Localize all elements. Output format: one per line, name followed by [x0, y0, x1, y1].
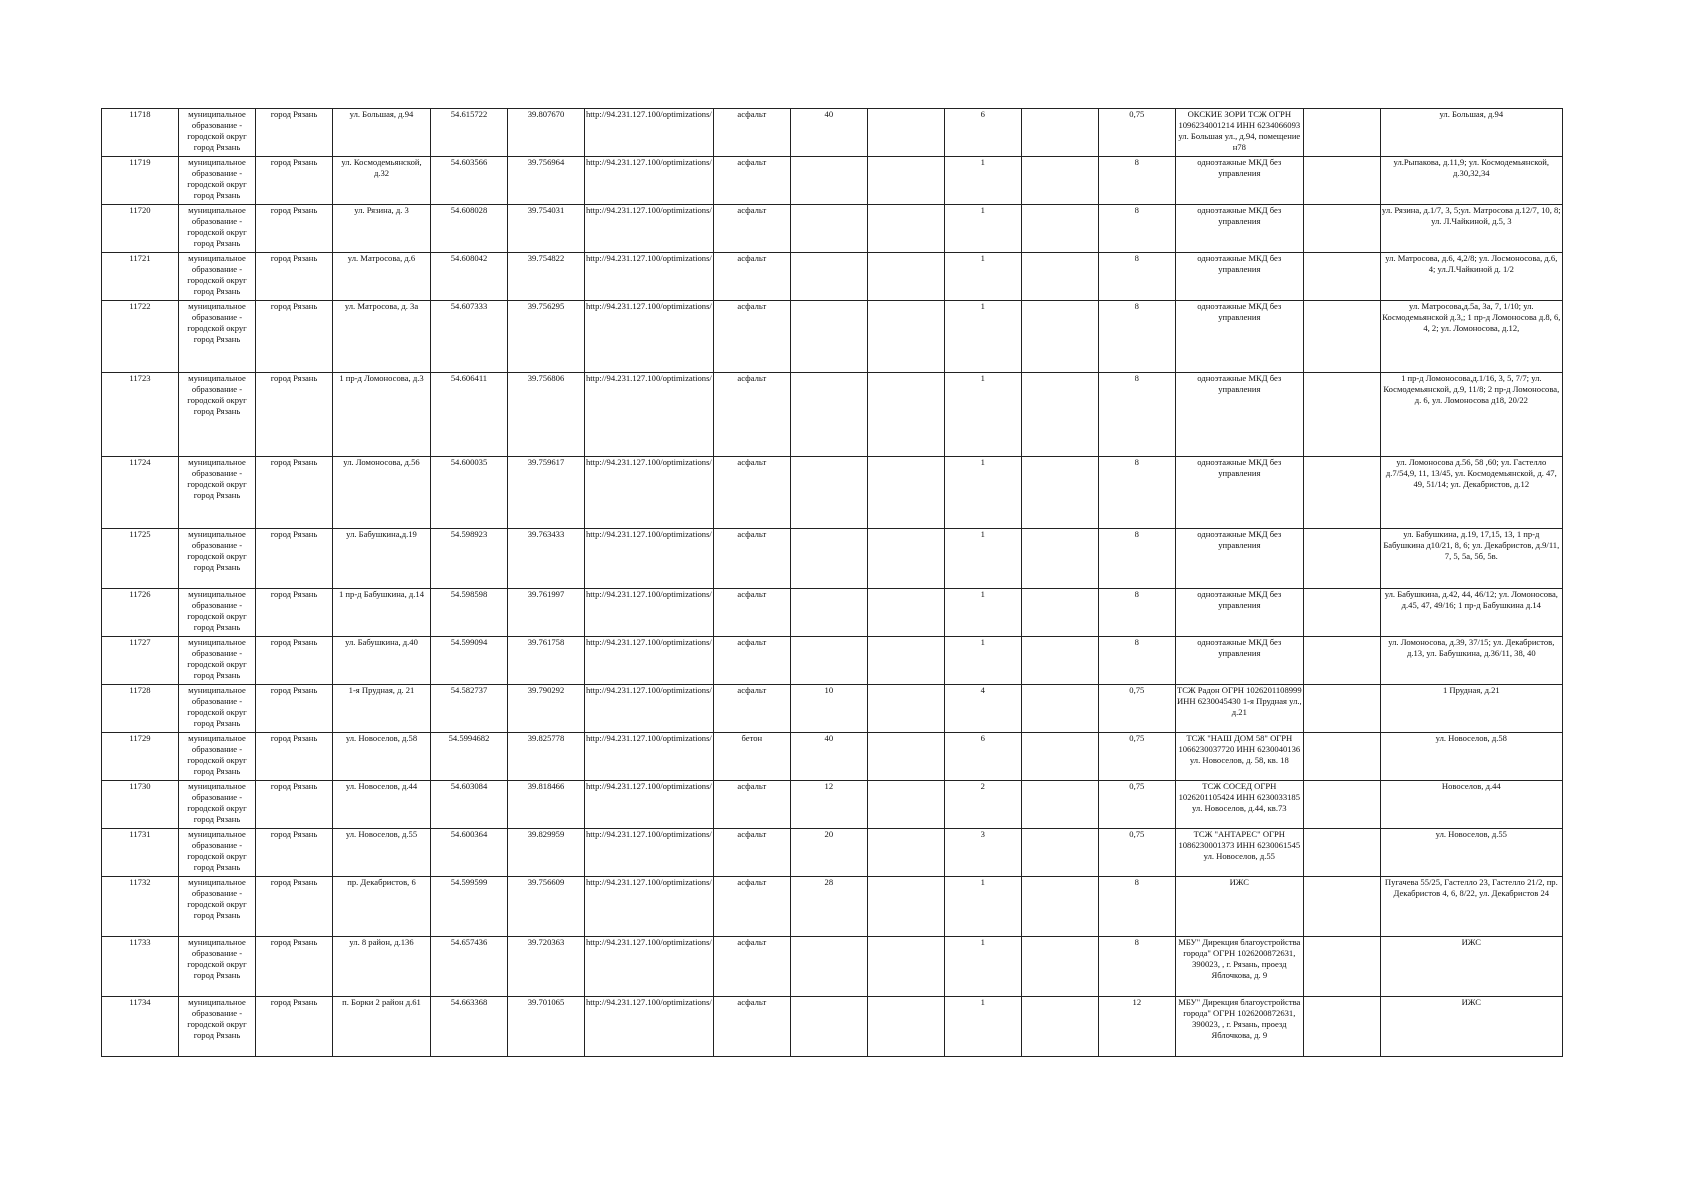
longitude-cell: 39.754031	[508, 205, 585, 253]
empty-cell	[867, 373, 944, 457]
volume-cell: 8	[1098, 877, 1175, 937]
address-cell: п. Борки 2 район д.61	[333, 997, 431, 1057]
empty-cell	[867, 529, 944, 589]
city-cell: город Рязань	[256, 781, 333, 829]
empty-cell	[1303, 877, 1380, 937]
latitude-cell: 54.606411	[431, 373, 508, 457]
url-cell: http://94.231.127.100/optimizations/	[585, 205, 714, 253]
served-addresses-cell: ул. Бабушкина, д.19, 17,15, 13, 1 пр-д Бабушкина д10/21, 8, 6; ул. Декабристов, д.9/11, 7, 5, 5а, 5б, 5в.	[1380, 529, 1562, 589]
municipality-cell: муниципальное образование - городской округ город Рязань	[179, 157, 256, 205]
empty-cell	[867, 301, 944, 373]
volume-cell: 0,75	[1098, 685, 1175, 733]
table-row	[102, 589, 1563, 637]
served-addresses-cell: 1 Прудная, д.21	[1380, 685, 1562, 733]
id-cell: 11727	[102, 637, 179, 685]
surface-cell: асфальт	[713, 157, 790, 205]
served-addresses-cell: ул. Новоселов, д.58	[1380, 733, 1562, 781]
area-cell	[790, 253, 867, 301]
id-cell: 11731	[102, 829, 179, 877]
city-cell: город Рязань	[256, 877, 333, 937]
count-cell: 3	[944, 829, 1021, 877]
area-cell: 12	[790, 781, 867, 829]
empty-cell	[1303, 373, 1380, 457]
surface-cell: асфальт	[713, 637, 790, 685]
count-cell: 6	[944, 733, 1021, 781]
owner-cell: одноэтажные МКД без управления	[1175, 205, 1303, 253]
address-cell: 1 пр-д Ломоносова, д.3	[333, 373, 431, 457]
empty-cell	[1303, 253, 1380, 301]
owner-cell: одноэтажные МКД без управления	[1175, 157, 1303, 205]
longitude-cell: 39.807670	[508, 109, 585, 157]
empty-cell	[1303, 781, 1380, 829]
municipality-cell: муниципальное образование - городской округ город Рязань	[179, 997, 256, 1057]
city-cell: город Рязань	[256, 373, 333, 457]
latitude-cell: 54.598923	[431, 529, 508, 589]
table-row	[102, 529, 1563, 589]
empty-cell	[1021, 637, 1098, 685]
area-cell	[790, 637, 867, 685]
address-cell: ул. Новоселов, д.55	[333, 829, 431, 877]
owner-cell: ТСЖ Радон ОГРН 1026201108999 ИНН 6230045430 1-я Прудная ул., д.21	[1175, 685, 1303, 733]
latitude-cell: 54.663368	[431, 997, 508, 1057]
latitude-cell: 54.603084	[431, 781, 508, 829]
id-cell: 11725	[102, 529, 179, 589]
volume-cell: 8	[1098, 457, 1175, 529]
empty-cell	[867, 205, 944, 253]
empty-cell	[1303, 205, 1380, 253]
empty-cell	[1021, 589, 1098, 637]
latitude-cell: 54.5994682	[431, 733, 508, 781]
empty-cell	[867, 997, 944, 1057]
municipality-cell: муниципальное образование - городской округ город Рязань	[179, 589, 256, 637]
longitude-cell: 39.756609	[508, 877, 585, 937]
empty-cell	[1021, 829, 1098, 877]
municipality-cell: муниципальное образование - городской округ город Рязань	[179, 373, 256, 457]
municipality-cell: муниципальное образование - городской округ город Рязань	[179, 205, 256, 253]
table-row	[102, 205, 1563, 253]
empty-cell	[1021, 877, 1098, 937]
longitude-cell: 39.756806	[508, 373, 585, 457]
id-cell: 11718	[102, 109, 179, 157]
address-cell: ул. Бабушкина, д.40	[333, 637, 431, 685]
owner-cell: ТСЖ "АНТАРЕС" ОГРН 1086230001373 ИНН 6230061545 ул. Новоселов, д.55	[1175, 829, 1303, 877]
registry-table	[101, 108, 1563, 1057]
count-cell: 1	[944, 301, 1021, 373]
area-cell: 40	[790, 109, 867, 157]
surface-cell: асфальт	[713, 373, 790, 457]
longitude-cell: 39.756964	[508, 157, 585, 205]
surface-cell: асфальт	[713, 877, 790, 937]
surface-cell: асфальт	[713, 589, 790, 637]
empty-cell	[1303, 457, 1380, 529]
longitude-cell: 39.818466	[508, 781, 585, 829]
id-cell: 11723	[102, 373, 179, 457]
owner-cell: ОКСКИЕ ЗОРИ ТСЖ ОГРН 1096234001214 ИНН 6234066093 ул. Большая ул., д.94, помещение н78	[1175, 109, 1303, 157]
served-addresses-cell: ул. Ломоносова, д.39, 37/15; ул. Декабристов, д.13, ул. Бабушкина, д.36/11, 38, 40	[1380, 637, 1562, 685]
count-cell: 1	[944, 637, 1021, 685]
empty-cell	[1021, 301, 1098, 373]
city-cell: город Рязань	[256, 529, 333, 589]
empty-cell	[1021, 373, 1098, 457]
table-row	[102, 877, 1563, 937]
city-cell: город Рязань	[256, 937, 333, 997]
empty-cell	[867, 589, 944, 637]
empty-cell	[1021, 997, 1098, 1057]
volume-cell: 0,75	[1098, 733, 1175, 781]
url-cell: http://94.231.127.100/optimizations/	[585, 733, 714, 781]
url-cell: http://94.231.127.100/optimizations/	[585, 685, 714, 733]
volume-cell: 0,75	[1098, 829, 1175, 877]
address-cell: 1 пр-д Бабушкина, д.14	[333, 589, 431, 637]
id-cell: 11728	[102, 685, 179, 733]
count-cell: 1	[944, 253, 1021, 301]
area-cell	[790, 589, 867, 637]
empty-cell	[867, 733, 944, 781]
url-cell: http://94.231.127.100/optimizations/	[585, 589, 714, 637]
city-cell: город Рязань	[256, 733, 333, 781]
municipality-cell: муниципальное образование - городской округ город Рязань	[179, 109, 256, 157]
latitude-cell: 54.598598	[431, 589, 508, 637]
empty-cell	[1303, 109, 1380, 157]
empty-cell	[1303, 685, 1380, 733]
surface-cell: асфальт	[713, 301, 790, 373]
owner-cell: ИЖС	[1175, 877, 1303, 937]
surface-cell: асфальт	[713, 109, 790, 157]
empty-cell	[1303, 637, 1380, 685]
longitude-cell: 39.754822	[508, 253, 585, 301]
url-cell: http://94.231.127.100/optimizations/	[585, 457, 714, 529]
address-cell: пр. Декабристов, 6	[333, 877, 431, 937]
url-cell: http://94.231.127.100/optimizations/	[585, 877, 714, 937]
empty-cell	[1303, 589, 1380, 637]
table-row	[102, 457, 1563, 529]
url-cell: http://94.231.127.100/optimizations/	[585, 157, 714, 205]
url-cell: http://94.231.127.100/optimizations/	[585, 529, 714, 589]
city-cell: город Рязань	[256, 829, 333, 877]
empty-cell	[1021, 205, 1098, 253]
latitude-cell: 54.607333	[431, 301, 508, 373]
owner-cell: МБУ" Дирекция благоустройства города" ОГРН 1026200872631, 390023, , г. Рязань, проезд Яблочкова, д. 9	[1175, 997, 1303, 1057]
longitude-cell: 39.763433	[508, 529, 585, 589]
area-cell: 20	[790, 829, 867, 877]
address-cell: ул. Бабушкина,д.19	[333, 529, 431, 589]
latitude-cell: 54.599599	[431, 877, 508, 937]
url-cell: http://94.231.127.100/optimizations/	[585, 829, 714, 877]
empty-cell	[867, 781, 944, 829]
volume-cell: 8	[1098, 637, 1175, 685]
address-cell: ул. Матросова, д. 3а	[333, 301, 431, 373]
surface-cell: бетон	[713, 733, 790, 781]
volume-cell: 12	[1098, 997, 1175, 1057]
id-cell: 11720	[102, 205, 179, 253]
empty-cell	[1303, 301, 1380, 373]
empty-cell	[1021, 733, 1098, 781]
owner-cell: ТСЖ "НАШ ДОМ 58" ОГРН 1066230037720 ИНН 6230040136 ул. Новоселов, д. 58, кв. 18	[1175, 733, 1303, 781]
count-cell: 6	[944, 109, 1021, 157]
city-cell: город Рязань	[256, 253, 333, 301]
url-cell: http://94.231.127.100/optimizations/	[585, 937, 714, 997]
empty-cell	[867, 109, 944, 157]
id-cell: 11732	[102, 877, 179, 937]
served-addresses-cell: ул. Ломоносова д.56, 58 ,60; ул. Гастелло д.7/54,9, 11, 13/45, ул. Космодемьянской, д. 47, 49, 51/14; ул. Декабристов, д.12	[1380, 457, 1562, 529]
count-cell: 1	[944, 589, 1021, 637]
count-cell: 1	[944, 373, 1021, 457]
count-cell: 2	[944, 781, 1021, 829]
empty-cell	[867, 157, 944, 205]
empty-cell	[1303, 997, 1380, 1057]
latitude-cell: 54.599094	[431, 637, 508, 685]
empty-cell	[1021, 781, 1098, 829]
url-cell: http://94.231.127.100/optimizations/	[585, 301, 714, 373]
empty-cell	[867, 877, 944, 937]
id-cell: 11734	[102, 997, 179, 1057]
id-cell: 11719	[102, 157, 179, 205]
id-cell: 11722	[102, 301, 179, 373]
latitude-cell: 54.608028	[431, 205, 508, 253]
surface-cell: асфальт	[713, 253, 790, 301]
table-row	[102, 637, 1563, 685]
address-cell: ул. Космодемьянской, д.32	[333, 157, 431, 205]
latitude-cell: 54.600035	[431, 457, 508, 529]
served-addresses-cell: ул. Бабушкина, д.42, 44, 46/12; ул. Ломоносова, д.45, 47, 49/16; 1 пр-д Бабушкина д.14	[1380, 589, 1562, 637]
table-row	[102, 301, 1563, 373]
table-row	[102, 253, 1563, 301]
municipality-cell: муниципальное образование - городской округ город Рязань	[179, 877, 256, 937]
city-cell: город Рязань	[256, 457, 333, 529]
id-cell: 11730	[102, 781, 179, 829]
volume-cell: 0,75	[1098, 109, 1175, 157]
empty-cell	[1303, 157, 1380, 205]
volume-cell: 8	[1098, 253, 1175, 301]
surface-cell: асфальт	[713, 997, 790, 1057]
empty-cell	[1303, 529, 1380, 589]
table-row	[102, 937, 1563, 997]
area-cell	[790, 157, 867, 205]
latitude-cell: 54.600364	[431, 829, 508, 877]
table-row	[102, 733, 1563, 781]
municipality-cell: муниципальное образование - городской округ город Рязань	[179, 829, 256, 877]
owner-cell: МБУ" Дирекция благоустройства города" ОГРН 1026200872631, 390023, , г. Рязань, проезд Яблочкова, д. 9	[1175, 937, 1303, 997]
owner-cell: одноэтажные МКД без управления	[1175, 529, 1303, 589]
address-cell: ул. 8 район, д.136	[333, 937, 431, 997]
count-cell: 1	[944, 997, 1021, 1057]
id-cell: 11726	[102, 589, 179, 637]
empty-cell	[867, 829, 944, 877]
longitude-cell: 39.759617	[508, 457, 585, 529]
empty-cell	[1021, 253, 1098, 301]
served-addresses-cell: ул. Рязина, д.1/7, 3, 5;ул. Матросова д.12/7, 10, 8; ул. Л.Чайкиной, д.5, 3	[1380, 205, 1562, 253]
municipality-cell: муниципальное образование - городской округ город Рязань	[179, 253, 256, 301]
table-row	[102, 685, 1563, 733]
empty-cell	[1303, 829, 1380, 877]
served-addresses-cell: ИЖС	[1380, 997, 1562, 1057]
url-cell: http://94.231.127.100/optimizations/	[585, 109, 714, 157]
longitude-cell: 39.701065	[508, 997, 585, 1057]
owner-cell: одноэтажные МКД без управления	[1175, 373, 1303, 457]
empty-cell	[1303, 937, 1380, 997]
municipality-cell: муниципальное образование - городской округ город Рязань	[179, 685, 256, 733]
latitude-cell: 54.603566	[431, 157, 508, 205]
volume-cell: 8	[1098, 529, 1175, 589]
area-cell: 28	[790, 877, 867, 937]
empty-cell	[1021, 529, 1098, 589]
surface-cell: асфальт	[713, 685, 790, 733]
volume-cell: 0,75	[1098, 781, 1175, 829]
longitude-cell: 39.756295	[508, 301, 585, 373]
municipality-cell: муниципальное образование - городской округ город Рязань	[179, 937, 256, 997]
address-cell: ул. Ломоносова, д.56	[333, 457, 431, 529]
count-cell: 1	[944, 205, 1021, 253]
volume-cell: 8	[1098, 937, 1175, 997]
longitude-cell: 39.829959	[508, 829, 585, 877]
municipality-cell: муниципальное образование - городской округ город Рязань	[179, 301, 256, 373]
surface-cell: асфальт	[713, 529, 790, 589]
longitude-cell: 39.761758	[508, 637, 585, 685]
empty-cell	[1021, 157, 1098, 205]
address-cell: ул. Рязина, д. 3	[333, 205, 431, 253]
city-cell: город Рязань	[256, 685, 333, 733]
owner-cell: ТСЖ СОСЕД ОГРН 1026201105424 ИНН 6230033185 ул. Новоселов, д.44, кв.73	[1175, 781, 1303, 829]
served-addresses-cell: ул. Матросова,д.5а, 3а, 7, 1/10; ул. Космодемьянской д.3,; 1 пр-д Ломоносова д.8, 6, 4, 2; ул. Ломоносова, д.12,	[1380, 301, 1562, 373]
latitude-cell: 54.615722	[431, 109, 508, 157]
url-cell: http://94.231.127.100/optimizations/	[585, 373, 714, 457]
served-addresses-cell: ул.Рыпакова, д.11,9; ул. Космодемьянской, д.30,32,34	[1380, 157, 1562, 205]
id-cell: 11721	[102, 253, 179, 301]
surface-cell: асфальт	[713, 781, 790, 829]
count-cell: 1	[944, 157, 1021, 205]
table-row	[102, 829, 1563, 877]
municipality-cell: муниципальное образование - городской округ город Рязань	[179, 637, 256, 685]
volume-cell: 8	[1098, 301, 1175, 373]
city-cell: город Рязань	[256, 997, 333, 1057]
longitude-cell: 39.761997	[508, 589, 585, 637]
table-row	[102, 373, 1563, 457]
served-addresses-cell: Пугачева 55/25, Гастелло 23, Гастелло 21/2, пр. Декабристов 4, 6, 8/22, ул. Декабристов 24	[1380, 877, 1562, 937]
table-body	[102, 109, 1563, 1057]
owner-cell: одноэтажные МКД без управления	[1175, 301, 1303, 373]
served-addresses-cell: ул. Матросова, д.6, 4,2/8; ул. Лосмоносова, д.6, 4; ул.Л.Чайкиной д. 1/2	[1380, 253, 1562, 301]
url-cell: http://94.231.127.100/optimizations/	[585, 637, 714, 685]
count-cell: 4	[944, 685, 1021, 733]
owner-cell: одноэтажные МКД без управления	[1175, 457, 1303, 529]
empty-cell	[1021, 685, 1098, 733]
empty-cell	[1021, 457, 1098, 529]
area-cell	[790, 457, 867, 529]
volume-cell: 8	[1098, 373, 1175, 457]
city-cell: город Рязань	[256, 301, 333, 373]
empty-cell	[867, 457, 944, 529]
latitude-cell: 54.582737	[431, 685, 508, 733]
city-cell: город Рязань	[256, 157, 333, 205]
served-addresses-cell: 1 пр-д Ломоносова,д.1/16, 3, 5, 7/7; ул. Космодемьянской, д.9, 11/8; 2 пр-д Ломоносова, д. 6, ул. Ломоносова д18, 20/22	[1380, 373, 1562, 457]
volume-cell: 8	[1098, 157, 1175, 205]
address-cell: ул. Новоселов, д.58	[333, 733, 431, 781]
municipality-cell: муниципальное образование - городской округ город Рязань	[179, 733, 256, 781]
surface-cell: асфальт	[713, 457, 790, 529]
area-cell	[790, 373, 867, 457]
id-cell: 11733	[102, 937, 179, 997]
municipality-cell: муниципальное образование - городской округ город Рязань	[179, 457, 256, 529]
city-cell: город Рязань	[256, 205, 333, 253]
served-addresses-cell: ул. Новоселов, д.55	[1380, 829, 1562, 877]
surface-cell: асфальт	[713, 937, 790, 997]
table-row	[102, 997, 1563, 1057]
served-addresses-cell: ул. Большая, д.94	[1380, 109, 1562, 157]
volume-cell: 8	[1098, 589, 1175, 637]
count-cell: 1	[944, 877, 1021, 937]
latitude-cell: 54.657436	[431, 937, 508, 997]
owner-cell: одноэтажные МКД без управления	[1175, 637, 1303, 685]
owner-cell: одноэтажные МКД без управления	[1175, 253, 1303, 301]
empty-cell	[1021, 937, 1098, 997]
empty-cell	[1021, 109, 1098, 157]
address-cell: ул. Большая, д.94	[333, 109, 431, 157]
area-cell	[790, 529, 867, 589]
count-cell: 1	[944, 529, 1021, 589]
served-addresses-cell: ИЖС	[1380, 937, 1562, 997]
longitude-cell: 39.825778	[508, 733, 585, 781]
empty-cell	[867, 685, 944, 733]
longitude-cell: 39.720363	[508, 937, 585, 997]
address-cell: 1-я Прудная, д. 21	[333, 685, 431, 733]
latitude-cell: 54.608042	[431, 253, 508, 301]
surface-cell: асфальт	[713, 829, 790, 877]
table-row	[102, 781, 1563, 829]
city-cell: город Рязань	[256, 109, 333, 157]
url-cell: http://94.231.127.100/optimizations/	[585, 781, 714, 829]
id-cell: 11729	[102, 733, 179, 781]
area-cell: 40	[790, 733, 867, 781]
surface-cell: асфальт	[713, 205, 790, 253]
municipality-cell: муниципальное образование - городской округ город Рязань	[179, 781, 256, 829]
city-cell: город Рязань	[256, 637, 333, 685]
address-cell: ул. Новоселов, д.44	[333, 781, 431, 829]
longitude-cell: 39.790292	[508, 685, 585, 733]
url-cell: http://94.231.127.100/optimizations/	[585, 253, 714, 301]
empty-cell	[867, 253, 944, 301]
table-row	[102, 157, 1563, 205]
area-cell	[790, 205, 867, 253]
area-cell	[790, 301, 867, 373]
count-cell: 1	[944, 937, 1021, 997]
city-cell: город Рязань	[256, 589, 333, 637]
address-cell: ул. Матросова, д.6	[333, 253, 431, 301]
municipality-cell: муниципальное образование - городской округ город Рязань	[179, 529, 256, 589]
area-cell	[790, 997, 867, 1057]
empty-cell	[867, 637, 944, 685]
served-addresses-cell: Новоселов, д.44	[1380, 781, 1562, 829]
area-cell	[790, 937, 867, 997]
owner-cell: одноэтажные МКД без управления	[1175, 589, 1303, 637]
count-cell: 1	[944, 457, 1021, 529]
empty-cell	[1303, 733, 1380, 781]
empty-cell	[867, 937, 944, 997]
area-cell: 10	[790, 685, 867, 733]
url-cell: http://94.231.127.100/optimizations/	[585, 997, 714, 1057]
volume-cell: 8	[1098, 205, 1175, 253]
table-row	[102, 109, 1563, 157]
id-cell: 11724	[102, 457, 179, 529]
